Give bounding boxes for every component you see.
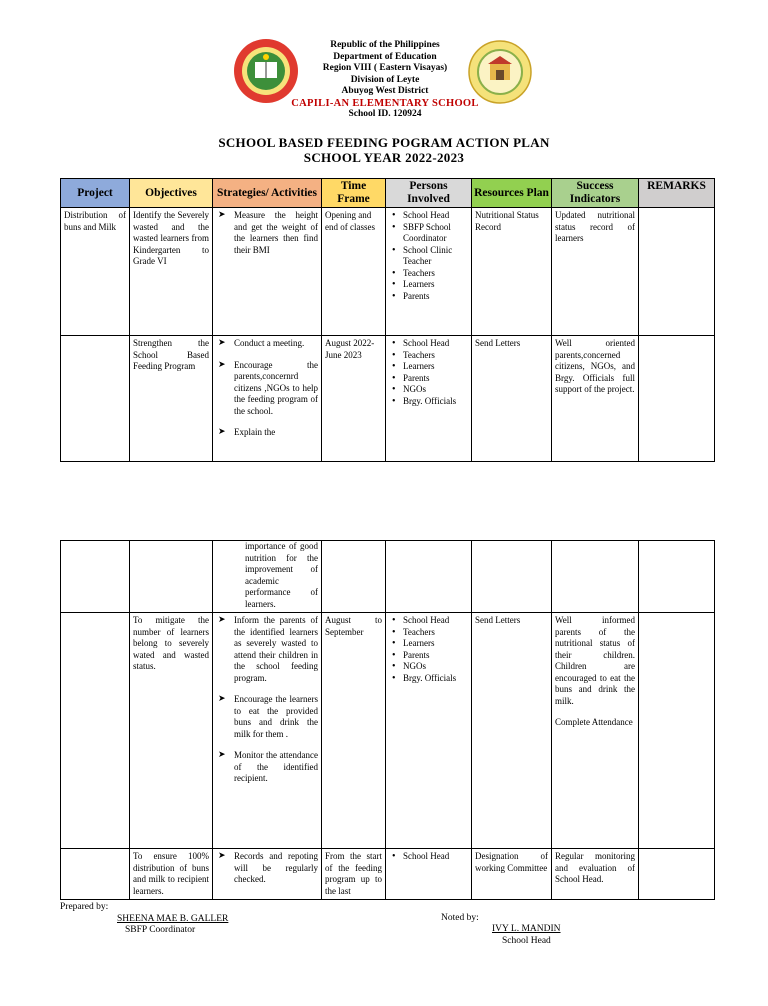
person-item: • School Head xyxy=(403,615,468,627)
persons-cell xyxy=(386,208,472,336)
header-time-frame: Time Frame xyxy=(322,179,386,208)
header-project: Project xyxy=(61,179,130,208)
person-item: • NGOs xyxy=(403,384,468,396)
division-line: Division of Leyte xyxy=(350,74,420,85)
district-line: Abuyog West District xyxy=(341,86,429,96)
time-frame-cell: From the start of the feeding program up to the last xyxy=(322,849,386,900)
time-frame-cell: Opening and end of classes xyxy=(322,208,386,336)
success-cell xyxy=(552,541,639,613)
person-item: • Teachers xyxy=(403,268,468,280)
person-item: • School Head xyxy=(403,851,468,863)
header-strategies: Strategies/ Activities xyxy=(213,179,322,208)
header-remarks: REMARKS xyxy=(639,179,715,208)
strategy-item: ➤ Inform the parents of the identified learners as severely wasted to attend their children in the school feeding program. xyxy=(234,615,318,684)
table-row xyxy=(61,849,715,900)
person-item: • Brgy. Officials xyxy=(403,673,468,685)
remarks-cell xyxy=(639,336,715,462)
success-extra: Complete Attendance xyxy=(555,717,633,727)
person-item: • SBFP School Coordinator xyxy=(403,222,468,245)
table-row xyxy=(61,613,715,849)
republic-line: Republic of the Philippines xyxy=(330,40,440,50)
success-cell xyxy=(552,613,639,849)
person-item: • NGOs xyxy=(403,661,468,673)
person-item: • School Head xyxy=(403,338,468,350)
strategies-cell xyxy=(213,541,322,613)
objective-cell: To ensure 100% distribution of buns and milk to recipient learners. xyxy=(130,849,213,900)
table-row xyxy=(61,541,715,613)
remarks-cell xyxy=(639,541,715,613)
objective-cell: Strengthen the School Based Feeding Program xyxy=(130,336,213,462)
remarks-cell xyxy=(639,849,715,900)
strategy-item: ➤ Measure the height and get the weight of the learners then find their BMI xyxy=(234,210,318,256)
strategy-continuation: importance of good nutrition for the improvement of academic performance of learners. xyxy=(245,541,318,609)
success-cell: Updated nutritional status record of learners xyxy=(552,208,639,336)
person-item: • Parents xyxy=(403,650,468,662)
noted-by-label: Noted by: xyxy=(441,913,479,923)
persons-cell xyxy=(386,336,472,462)
person-item: • Learners xyxy=(403,638,468,650)
objective-cell: Identify the Severely wasted and the wasted learners from Kindergarten to Grade VI xyxy=(130,208,213,336)
strategy-item: ➤ Monitor the attendance of the identified recipient. xyxy=(234,750,318,785)
table-row xyxy=(61,336,715,462)
school-year-title: SCHOOL YEAR 2022-2023 xyxy=(303,150,465,165)
strategy-item: ➤ Records and repoting will be regularly checked. xyxy=(234,851,318,886)
resources-cell xyxy=(472,541,552,613)
resources-cell: Designation of working Committee xyxy=(472,849,552,900)
resources-cell: Send Letters xyxy=(472,613,552,849)
project-cell xyxy=(61,541,130,613)
success-text: Well informed parents of the nutritional status of their children. Children are encouraged to eat the buns and drink the milk. xyxy=(555,615,635,706)
strategy-item: ➤ Conduct a meeting. xyxy=(234,338,318,350)
success-cell: Regular monitoring and evaluation of School Head. xyxy=(552,849,639,900)
strategies-cell xyxy=(213,336,322,462)
persons-cell xyxy=(386,849,472,900)
header-success-indicators: Success Indicators xyxy=(552,179,639,208)
strategy-item: ➤ Encourage the learners to eat the provided buns and drink the milk for them . xyxy=(234,694,318,740)
action-plan-table-part1 xyxy=(60,178,715,462)
action-plan-table-part2 xyxy=(60,540,715,900)
person-item: • School Clinic Teacher xyxy=(403,245,468,268)
person-item: • Brgy. Officials xyxy=(403,396,468,408)
success-cell: Well oriented parents,concerned citizens, NGOs, and Brgy. Officials full support of the project. xyxy=(552,336,639,462)
school-name: CAPILI-AN ELEMENTARY SCHOOL xyxy=(291,97,479,109)
person-item: • Parents xyxy=(403,373,468,385)
person-item: • Learners xyxy=(403,361,468,373)
letterhead xyxy=(230,40,540,121)
remarks-cell xyxy=(639,613,715,849)
remarks-cell xyxy=(639,208,715,336)
project-cell xyxy=(61,613,130,849)
header-persons-involved: Persons Involved xyxy=(386,179,472,208)
prepared-by-label: Prepared by: xyxy=(60,902,109,912)
time-frame-cell: August to September xyxy=(322,613,386,849)
person-item: • School Head xyxy=(403,210,468,222)
document-title: SCHOOL BASED FEEDING POGRAM ACTION PLAN xyxy=(218,135,550,150)
table-row xyxy=(61,208,715,336)
project-cell: Distribution of buns and Milk xyxy=(61,208,130,336)
prepared-by-name: SHEENA MAE B. GALLER xyxy=(117,914,229,924)
strategies-cell xyxy=(213,849,322,900)
person-item: • Learners xyxy=(403,279,468,291)
project-cell xyxy=(61,336,130,462)
strategy-item: ➤ Explain the xyxy=(234,427,318,439)
header-resources-plan: Resources Plan xyxy=(472,179,552,208)
objective-cell xyxy=(130,541,213,613)
project-cell xyxy=(61,849,130,900)
persons-cell xyxy=(386,541,472,613)
prepared-by-title: SBFP Coordinator xyxy=(125,925,196,935)
region-line: Region VIII ( Eastern Visayas) xyxy=(322,63,448,73)
header-objectives: Objectives xyxy=(130,179,213,208)
strategies-cell xyxy=(213,613,322,849)
noted-by-title: School Head xyxy=(502,936,551,946)
objective-cell: To mitigate the number of learners belong to severely wated and wasted status. xyxy=(130,613,213,849)
school-id: School ID. 120924 xyxy=(348,109,422,119)
person-item: • Teachers xyxy=(403,350,468,362)
person-item: • Teachers xyxy=(403,627,468,639)
time-frame-cell: August 2022- June 2023 xyxy=(322,336,386,462)
strategy-item: ➤ Encourage the parents,concernrd citizens ,NGOs to help the feeding program of the school. xyxy=(234,360,318,418)
strategies-cell xyxy=(213,208,322,336)
persons-cell xyxy=(386,613,472,849)
noted-by-name: IVY L. MANDIN xyxy=(492,924,561,934)
resources-cell: Nutritional Status Record xyxy=(472,208,552,336)
time-frame-cell xyxy=(322,541,386,613)
resources-cell: Send Letters xyxy=(472,336,552,462)
deped-line: Department of Education xyxy=(333,51,437,62)
person-item: • Parents xyxy=(403,291,468,303)
